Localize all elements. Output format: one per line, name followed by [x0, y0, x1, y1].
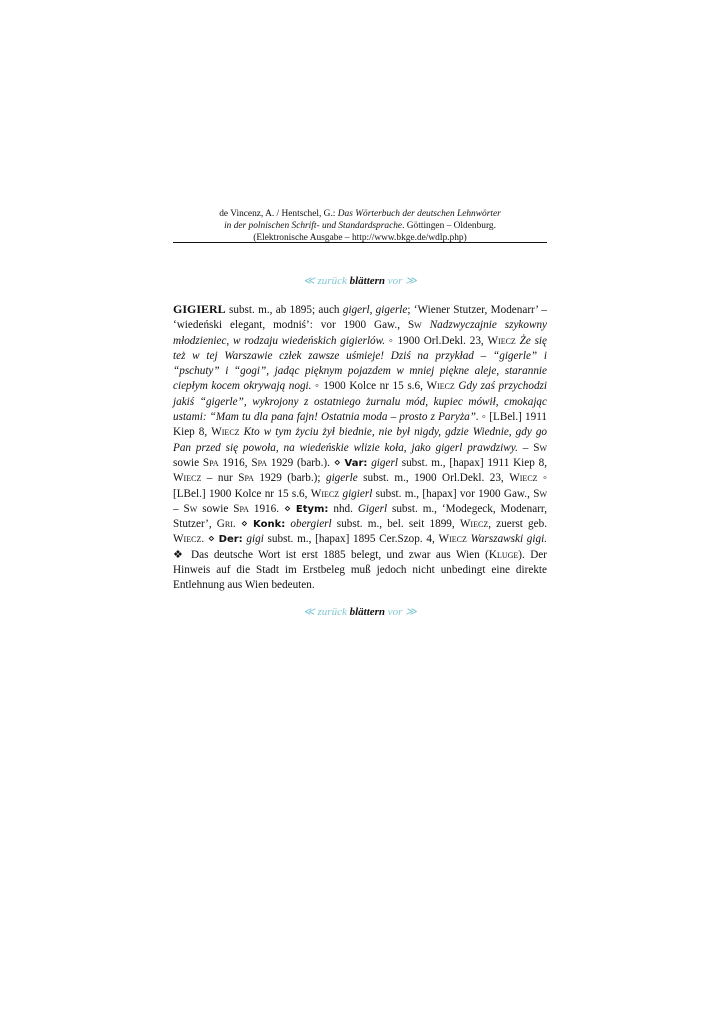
previous-link-bottom[interactable]: ≪ zurück: [303, 606, 347, 618]
browse-label-bottom: blättern: [349, 606, 386, 618]
var-label: Var:: [344, 457, 368, 469]
header-rule: [173, 242, 547, 243]
citation-header: [173, 208, 547, 244]
previous-link[interactable]: ≪ zurück: [303, 275, 347, 287]
dictionary-entry: GIGIERL subst. m., ab 1895; auch gigerl, gigerle; ‘Wiener Stutzer, Modenarr’ – ‘wiedeński elegant, modniś’: vor 1900 Gaw., Sw Nadzwyczajnie szykowny młodzieniec, w rodzaju wiedeńskich gigierlów. ◦ 1900 Orl.Dekl. 23, Wiecz Że się też w tej Warszawie człek zawsze uśmieje! Dziś na przykład – “gigerle” i “pschuty” i “gogi”, jadąc pięknym pojazdem w mniej piękne aleje, starannie ciepłym kocem okrywają nogi. ◦ 1900 Kolce nr 15 s.6, Wiecz Gdy zaś przychodzi jakiś “gigerle”, wykrojony z ostatniego żurnalu mód, kupiec mówił, cmokając ustami: “Mam tu dla pana fajn! Ostatnia moda – prosto z Paryża”. ◦ [LBel.] 1911 Kiep 8, Wiecz Kto w tym życiu żył biednie, nie był nigdy, gdzie Wiednie, gdy go Pan przed się powoła, na wiedeńskie wlizie koła, jako gigerl prawdziwy. – Sw sowie Spa 1916, Spa 1929 (barb.). ⋄ Var: gigerl subst. m., [hapax] 1911 Kiep 8, Wiecz – nur Spa 1929 (barb.); gigerle subst. m., 1900 Orl.Dekl. 23, Wiecz ◦ [LBel.] 1900 Kolce nr 15 s.6, Wiecz gigierl subst. m., [hapax] vor 1900 Gaw., Sw – Sw sowie Spa 1916. ⋄ Etym: nhd. Gigerl subst. m., ‘Modegeck, Modenarr, Stutzer’, Gri. ⋄ Konk: obergierl subst. m., bel. seit 1899, Wiecz, zuerst geb. Wiecz. ⋄ Der: gigi subst. m., [hapax] 1895 Cer.Szop. 4, Wiecz Warszawski gigi. ❖ Das deutsche Wort ist erst 1885 belegt, und zwar aus Wien (Kluge). Der Hinweis auf die Stadt im Erstbeleg muß jedoch nicht unbedingt eine direkte Entlehnung aus Wien bedeuten.: [173, 302, 548, 592]
browse-label: blättern: [349, 275, 386, 287]
citation-line-1: de Vincenz, A. / Hentschel, G.: Das Wörterbuch der deutschen Lehnwörter: [219, 209, 501, 219]
citation-line-2: in der polnischen Schrift- und Standardsprache. Göttingen – Oldenburg.: [224, 221, 496, 231]
etym-label: Etym:: [295, 503, 329, 515]
page-navigation-bottom: [173, 605, 547, 618]
citation-line-3: (Elektronische Ausgabe – http://www.bkge.de/wdlp.php): [253, 233, 467, 243]
entry-headword: GIGIERL: [173, 302, 226, 316]
page-navigation-top: [173, 274, 547, 287]
next-link-bottom[interactable]: vor ≫: [387, 606, 417, 618]
konk-label: Konk:: [253, 519, 286, 531]
next-link[interactable]: vor ≫: [387, 275, 417, 287]
der-label: Der:: [218, 534, 243, 546]
